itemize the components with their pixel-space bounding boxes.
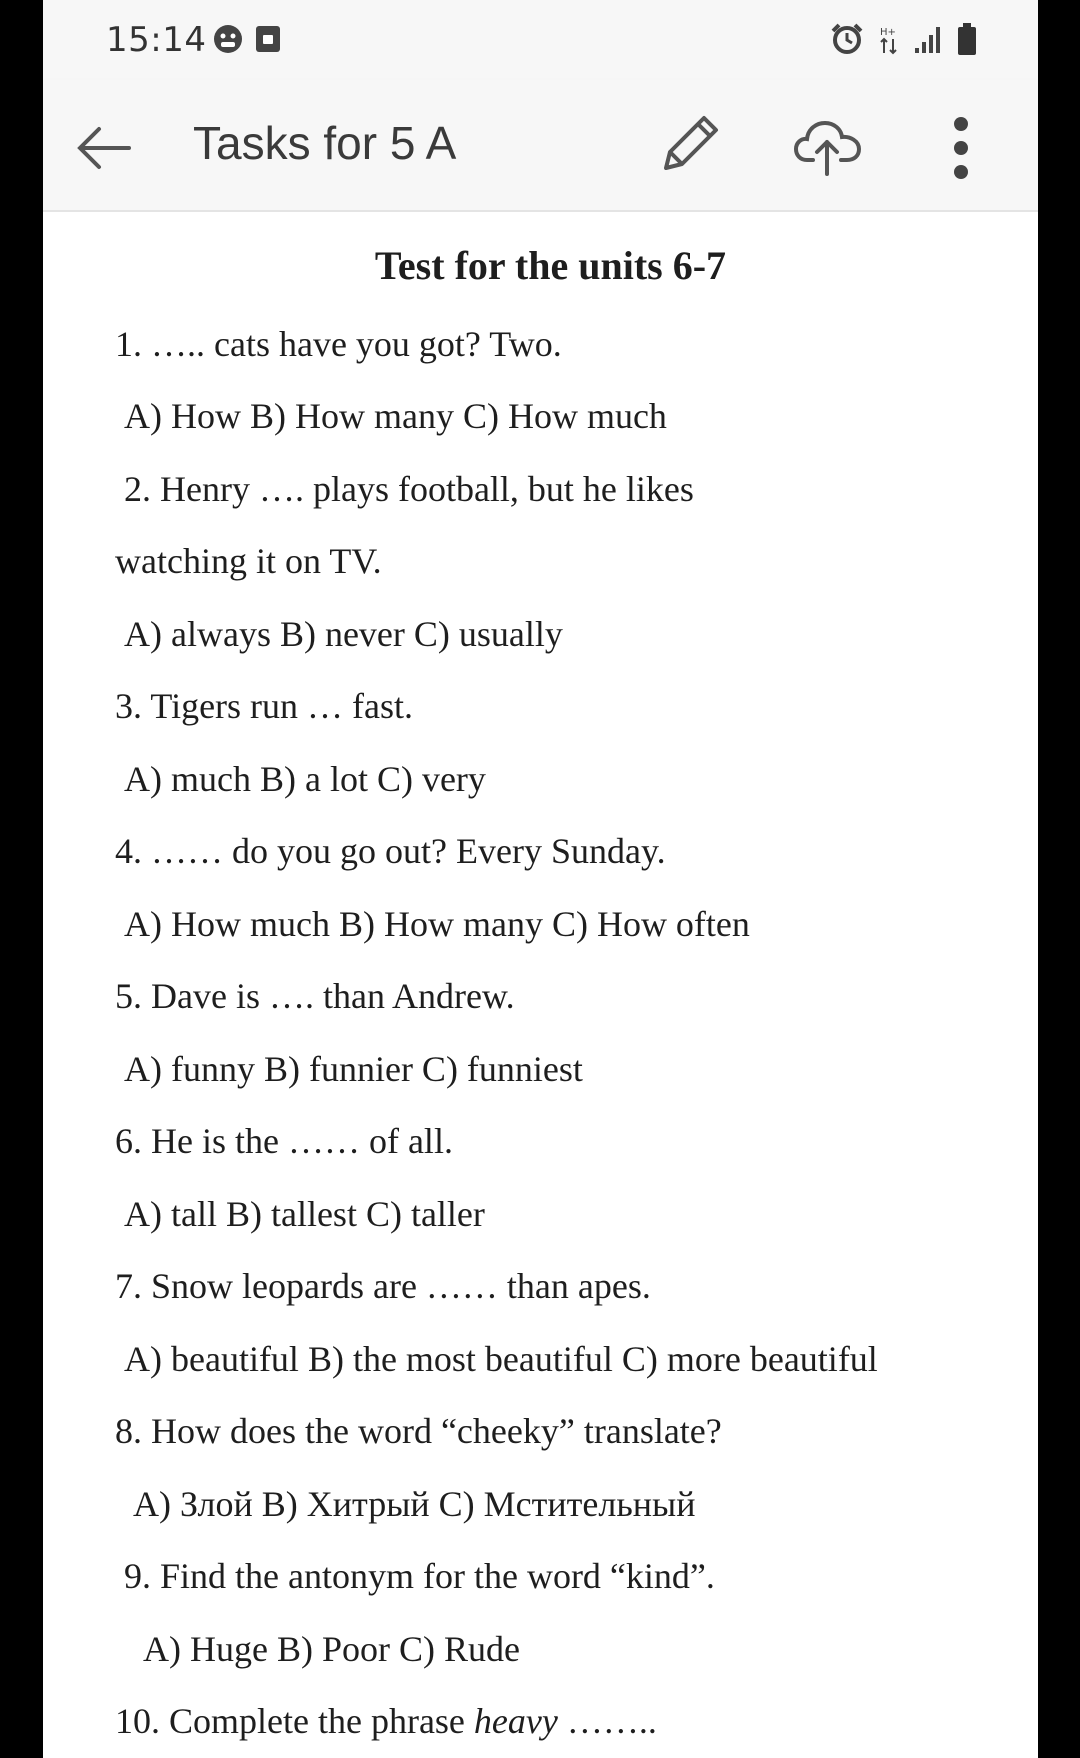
answers-9: A) Huge B) Poor C) Rude [143,1629,520,1669]
status-time: 15:14 [106,20,207,60]
document-title: Test for the units 6-7 [374,243,727,288]
smiley-notification-icon [213,24,243,54]
data-arrows-icon [878,23,900,55]
question-5: 5. Dave is …. than Andrew. [115,976,515,1016]
status-bar [43,0,1038,80]
signal-icon [914,24,944,54]
answers-5: A) funny B) funnier C) funniest [124,1049,583,1089]
status-notification-icons [213,24,281,54]
answers-7: A) beautiful B) the most beautiful C) more beautiful [124,1339,878,1379]
question-10-text: 10. Complete the phrase [115,1701,474,1741]
question-4: 4. …… do you go out? Every Sunday. [115,831,666,871]
square-notification-icon [255,25,281,53]
status-system-icons [830,22,976,56]
question-2-continued: watching it on TV. [115,541,382,581]
back-button[interactable] [73,118,133,178]
page-title: Tasks for 5 A [193,117,457,169]
answers-6: A) tall B) tallest C) taller [124,1194,485,1234]
question-2: 2. Henry …. plays football, but he likes [124,469,694,509]
more-vertical-icon [943,114,979,182]
back-arrow-icon [73,118,133,178]
more-options-button[interactable] [943,114,979,182]
answers-2: A) always B) never C) usually [124,614,563,654]
upload-button[interactable] [793,114,863,178]
question-9: 9. Find the antonym for the word “kind”. [124,1556,715,1596]
document-page [43,212,1038,1758]
answers-4: A) How much B) How many C) How often [124,904,750,944]
phone-screen [43,0,1038,1758]
battery-icon [958,23,976,55]
cloud-upload-icon [793,114,863,178]
alarm-icon [830,22,864,56]
question-8: 8. How does the word “cheeky” translate? [115,1411,722,1451]
question-1: 1. ….. cats have you got? Two. [115,324,562,364]
question-10-blank: …….. [557,1701,657,1741]
question-3: 3. Tigers run … fast. [115,686,414,726]
pencil-icon [658,110,724,176]
answers-8: A) Злой B) Хитрый C) Мстительный [133,1484,696,1524]
svg-text:H+: H+ [880,27,896,38]
answers-1: A) How B) How many C) How much [124,396,667,436]
app-toolbar [43,80,1038,212]
question-10 [115,1699,657,1743]
question-10-italic-word: heavy [473,1701,558,1741]
question-7: 7. Snow leopards are …… than apes. [115,1266,651,1306]
edit-button[interactable] [658,110,724,176]
answers-3: A) much B) a lot C) very [124,759,486,799]
question-6: 6. He is the …… of all. [115,1121,453,1161]
